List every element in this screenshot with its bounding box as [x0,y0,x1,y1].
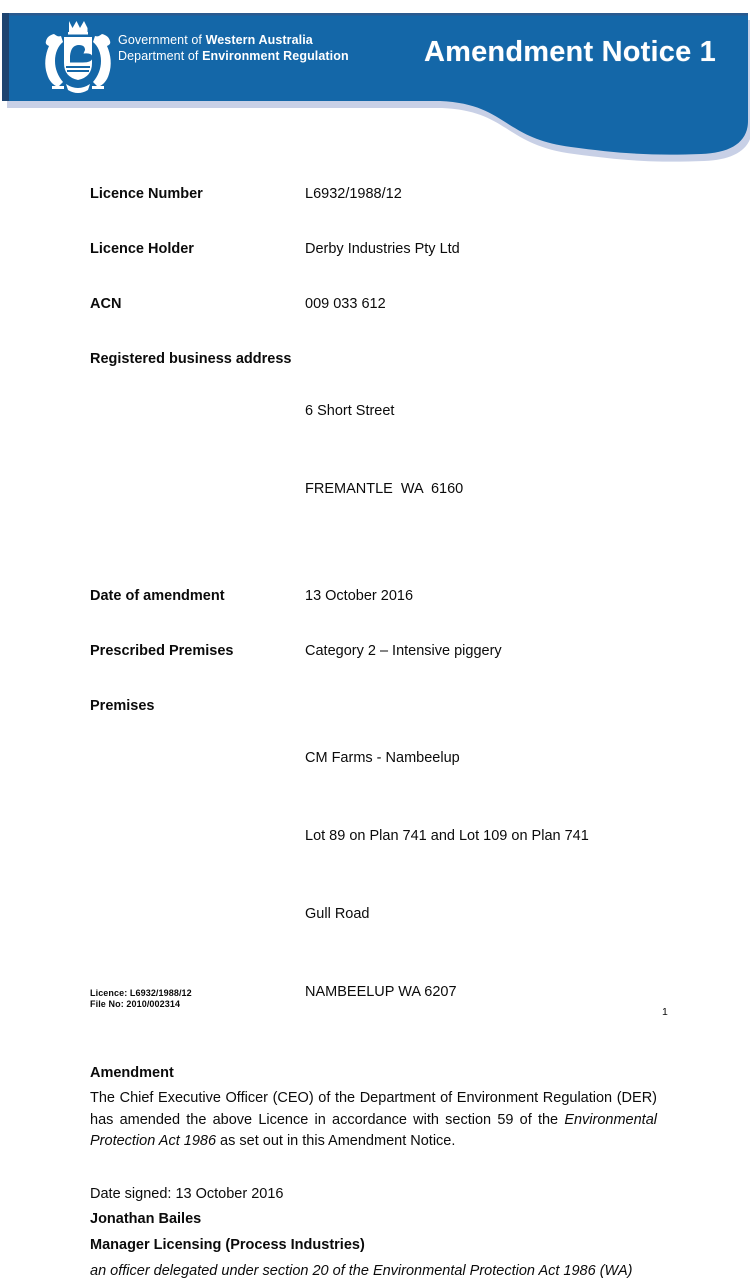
field-value: Category 2 – Intensive piggery [305,638,502,664]
footer-file-line: File No: 2010/002314 [90,999,192,1010]
field-label: Prescribed Premises [90,641,305,664]
delegation-line: an officer delegated under section 20 of the Environmental Protection Act 1986 (WA) [90,1259,657,1284]
field-row-prescribed-premises [90,641,657,664]
document-title: Amendment Notice 1 [424,36,716,69]
signature-block [90,1182,657,1284]
field-row-acn [90,294,657,317]
amendment-section [90,1065,657,1153]
field-value: CM Farms - Nambeelup Lot 89 on Plan 741 and Lot 109 on Plan 741 Gull Road NAMBEELUP WA 6207 [305,693,589,1057]
field-label: Date of amendment [90,586,305,609]
page-number: 1 [662,1006,668,1018]
field-row-date-of-amendment [90,586,657,609]
header-banner [0,0,750,175]
amendment-heading: Amendment [90,1065,657,1081]
banner-swoosh-shape [0,0,750,175]
field-label: Licence Holder [90,239,305,262]
government-line: Government of Western Australia [118,33,349,49]
amendment-paragraph: The Chief Executive Officer (CEO) of the Department of Environment Regulation (DER) has amended the above Licence in accordance with section 59 of the Environmental Protection Act 1986 as set out in this Amendment Notice. [90,1088,657,1153]
act-name-italic: Environmental Protection Act 1986 [90,1112,657,1150]
field-value: 009 033 612 [305,291,386,317]
signatory-title: Manager Licensing (Process Industries) [90,1233,657,1259]
date-signed-line: Date signed: 13 October 2016 [90,1182,657,1208]
page-footer [90,988,192,1009]
field-label: Licence Number [90,184,305,207]
field-label: Premises [90,696,305,1057]
government-identity [118,33,349,64]
field-row-licence-number [90,184,657,207]
field-label: ACN [90,294,305,317]
field-row-licence-holder [90,239,657,262]
field-row-registered-address [90,349,657,554]
field-value: 6 Short Street FREMANTLE WA 6160 [305,346,463,554]
field-value: L6932/1988/12 [305,181,402,207]
department-line: Department of Environment Regulation [118,49,349,65]
document-body [90,184,657,1284]
field-value: Derby Industries Pty Ltd [305,236,460,262]
footer-licence-line: Licence: L6932/1988/12 [90,988,192,999]
signatory-name: Jonathan Bailes [90,1207,657,1233]
field-value: 13 October 2016 [305,583,413,609]
field-label: Registered business address [90,349,305,554]
